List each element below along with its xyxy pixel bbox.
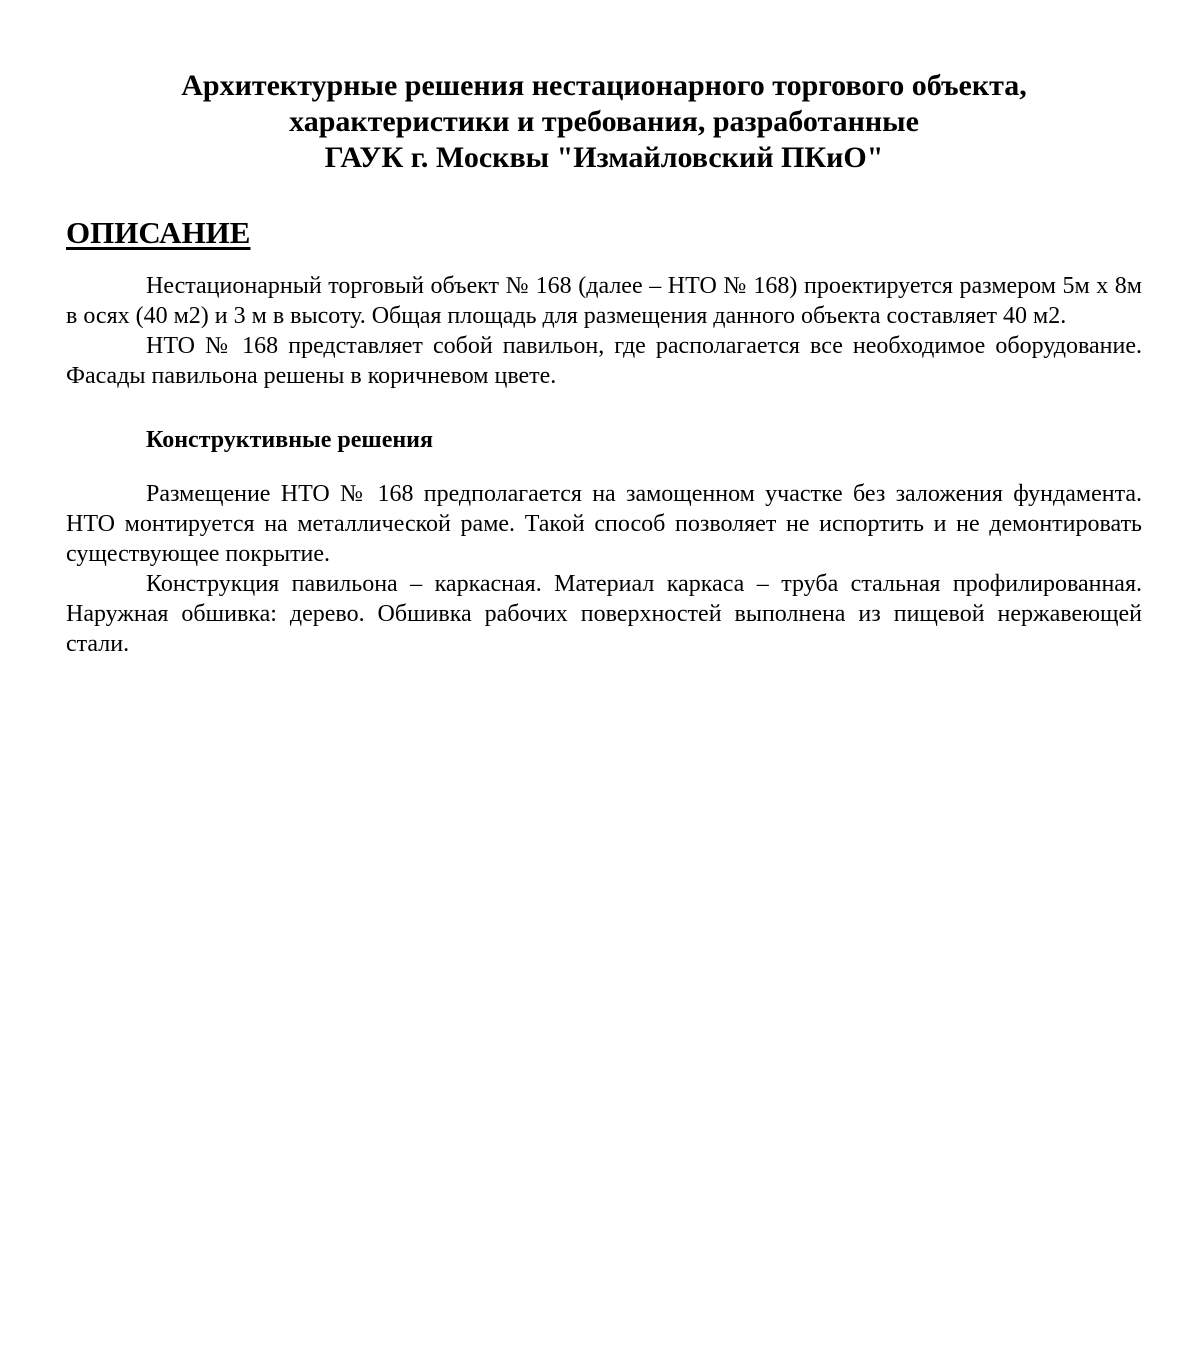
document-title bbox=[66, 68, 1142, 176]
description-heading: ОПИСАНИЕ bbox=[66, 215, 251, 250]
construction-heading: Конструктивные решения bbox=[146, 427, 433, 453]
description-paragraph-2: НТО № 168 представляет собой павильон, где располагается все необходимое оборудование. Фасады павильона решены в коричневом цвете. bbox=[66, 333, 1142, 389]
construction-paragraph-1: Размещение НТО № 168 предполагается на замощенном участке без заложения фундамента. НТО монтируется на металлической раме. Такой способ позволяет не испортить и не демонтировать существующее покрытие. bbox=[66, 481, 1142, 567]
description-paragraph-1: Нестационарный торговый объект № 168 (далее – НТО № 168) проектируется размером 5м х 8м в осях (40 м2) и 3 м в высоту. Общая площадь для размещения данного объекта составляет 40 м2. bbox=[66, 273, 1142, 329]
construction-paragraph-2: Конструкция павильона – каркасная. Материал каркаса – труба стальная профилированная. Наружная обшивка: дерево. Обшивка рабочих поверхностей выполнена из пищевой нержавеющей стали. bbox=[66, 571, 1142, 657]
document-title-line-3: ГАУК г. Москвы "Измайловский ПКиО" bbox=[324, 141, 884, 174]
document-title-line-1: Архитектурные решения нестационарного торгового объекта, bbox=[181, 69, 1027, 102]
document-title-line-2: характеристики и требования, разработанные bbox=[289, 105, 919, 138]
